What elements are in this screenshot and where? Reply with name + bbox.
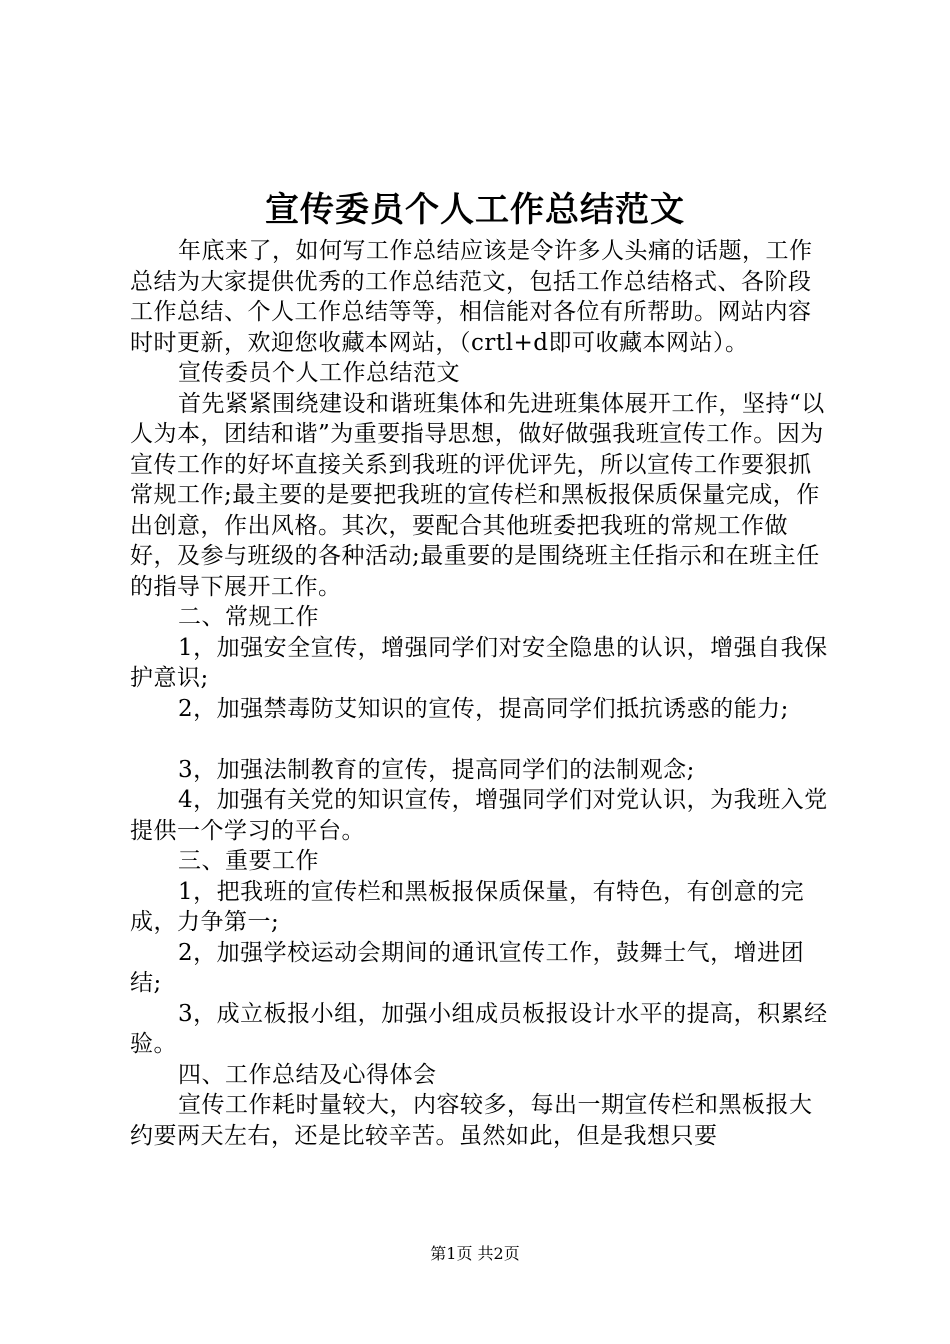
page-footer: 第1页 共2页 [430, 1244, 520, 1263]
routine-item-4: 4，加强有关党的知识宣传，增强同学们对党认识，为我班入党提供一个学习的平台。 [130, 787, 828, 844]
document-title: 宣传委员个人工作总结范文 [265, 190, 685, 230]
section-heading-summary: 四、工作总结及心得体会 [178, 1061, 437, 1088]
important-item-3: 3，成立板报小组，加强小组成员板报设计水平的提高，积累经验。 [130, 1000, 828, 1057]
important-item-1: 1，把我班的宣传栏和黑板报保质保量，有特色，有创意的完成，力争第一; [130, 878, 805, 935]
blank-line [130, 724, 830, 755]
routine-item-1: 1，加强安全宣传，增强同学们对安全隐患的认识，增强自我保护意识; [130, 634, 828, 691]
section-heading-important: 三、重要工作 [178, 848, 319, 874]
opening-paragraph: 首先紧紧围绕建设和谐班集体和先进班集体展开工作，坚持“以人为本，团结和谐”为重要指导思想，做好做强我班宣传工作。因为宣传工作的好坏直接关系到我班的评优评先，所以宣传工作要狠抓常规工作;最主要的是要把我班的宣传栏和黑板报保质保量完成，作出创意，作出风格。其次，要配合其他班委把我班的常规工作做好，及参与班级的各种活动;最重要的是围绕班主任指示和在班主任的指导下展开工作。 [130, 390, 825, 600]
summary-paragraph: 宣传工作耗时量较大，内容较多，每出一期宣传栏和黑板报大约要两天左右，还是比较辛苦。虽然如此，但是我想只要 [130, 1092, 813, 1149]
important-item-2: 2，加强学校运动会期间的通讯宣传工作，鼓舞士气，增进团结; [130, 939, 805, 996]
routine-item-2: 2，加强禁毒防艾知识的宣传，提高同学们抵抗诱惑的能力; [178, 695, 789, 722]
subtitle-paragraph: 宣传委员个人工作总结范文 [178, 360, 460, 386]
intro-paragraph: 年底来了，如何写工作总结应该是令许多人头痛的话题，工作总结为大家提供优秀的工作总结范文，包括工作总结格式、各阶段工作总结、个人工作总结等等，相信能对各位有所帮助。网站内容时时更新，欢迎您收藏本网站，（crtl+d即可收藏本网站）。 [130, 238, 813, 356]
section-heading-routine: 二、常规工作 [178, 604, 319, 630]
routine-item-3: 3，加强法制教育的宣传，提高同学们的法制观念; [178, 756, 695, 783]
document-body [130, 236, 830, 1151]
